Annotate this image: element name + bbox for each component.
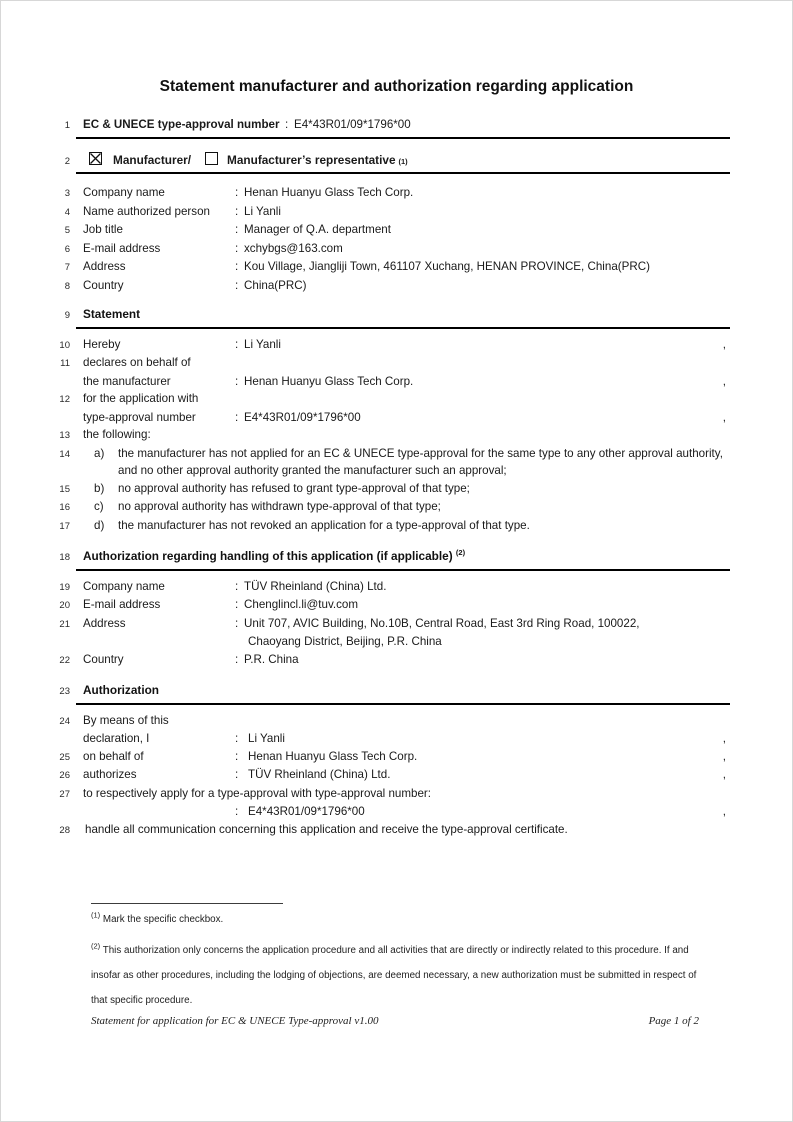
line-number: 28 bbox=[59, 824, 70, 836]
footnote-1-text: Mark the specific checkbox. bbox=[102, 914, 224, 925]
line-number: 22 bbox=[59, 654, 70, 666]
authorization-label: By means of this bbox=[83, 713, 169, 727]
statement-value: Henan Huanyu Glass Tech Corp. bbox=[244, 374, 414, 388]
field-row-country bbox=[1, 651, 792, 670]
authorization-line bbox=[1, 785, 792, 804]
section-divider bbox=[76, 703, 730, 705]
line-number: 20 bbox=[59, 600, 70, 611]
statement-header: Statement bbox=[83, 307, 141, 321]
trailing-comma: , bbox=[722, 337, 726, 351]
statement-items bbox=[1, 445, 792, 536]
statement-line bbox=[1, 336, 792, 355]
approval-number-row bbox=[1, 116, 792, 135]
field-row-address bbox=[1, 615, 792, 634]
authorization-value: Li Yanli bbox=[248, 732, 285, 745]
line-number: 27 bbox=[59, 788, 70, 800]
field-label: Company name bbox=[83, 579, 165, 593]
item-marker: c) bbox=[94, 500, 104, 513]
footnote-2 bbox=[91, 938, 704, 1013]
representative-option-label: Manufacturer’s representative bbox=[227, 152, 396, 167]
colon: : bbox=[235, 278, 239, 292]
line-number: 6 bbox=[64, 243, 70, 255]
authorization-label: authorizes bbox=[83, 768, 137, 781]
statement-label: declares on behalf of bbox=[83, 356, 191, 369]
item-marker: d) bbox=[94, 518, 105, 532]
authorization-header-row bbox=[1, 681, 792, 701]
statement-label: for the application with bbox=[83, 392, 199, 405]
field-row-company-name bbox=[1, 578, 792, 597]
line-number: 21 bbox=[59, 618, 70, 630]
field-value: Unit 707, AVIC Building, No.10B, Central Road, East 3rd Ring Road, 100022, bbox=[244, 616, 640, 630]
statement-item-b bbox=[1, 480, 792, 499]
field-value: P.R. China bbox=[244, 652, 299, 666]
line-number: 19 bbox=[59, 581, 70, 593]
authorization-value: E4*43R01/09*1796*00 bbox=[248, 805, 365, 818]
footnote-ref-2: (2) bbox=[455, 548, 466, 558]
footnote-1-ref: (1) bbox=[91, 910, 101, 920]
role-row: 2 Manufacturer/ Manufacturer’s representative (1) bbox=[1, 151, 792, 171]
field-label: Company name bbox=[83, 186, 165, 199]
field-row-email bbox=[1, 240, 792, 259]
field-label: E-mail address bbox=[83, 598, 161, 611]
field-row-address-line2 bbox=[1, 633, 792, 651]
manufacturer-option-label: Manufacturer/ bbox=[113, 152, 192, 167]
statement-declaration bbox=[1, 336, 792, 445]
line-number: 23 bbox=[59, 686, 70, 697]
authorization-handling-header-row bbox=[1, 547, 792, 567]
field-row-authorized-person bbox=[1, 203, 792, 222]
statement-label: type-approval number bbox=[83, 410, 196, 424]
field-value: Manager of Q.A. department bbox=[244, 223, 391, 236]
statement-item-d bbox=[1, 517, 792, 536]
line-number: 25 bbox=[59, 751, 70, 763]
line-number: 8 bbox=[64, 280, 70, 292]
authorization-value: TÜV Rheinland (China) Ltd. bbox=[248, 768, 391, 781]
manufacturer-checkbox-checked-icon[interactable] bbox=[89, 152, 102, 165]
colon: : bbox=[235, 204, 239, 218]
authorization-line bbox=[1, 712, 792, 731]
field-value: xchybgs@163.com bbox=[244, 241, 343, 255]
statement-label: the manufacturer bbox=[83, 374, 171, 388]
section-divider bbox=[76, 137, 730, 139]
footnotes-block bbox=[91, 903, 704, 1013]
field-label: Name authorized person bbox=[83, 204, 210, 218]
line-number: 12 bbox=[59, 394, 70, 405]
line-number: 5 bbox=[64, 225, 70, 236]
authorization-handling-header bbox=[83, 547, 465, 565]
colon: : bbox=[235, 749, 239, 763]
footnote-separator bbox=[91, 903, 283, 904]
line-number: 2 bbox=[64, 155, 70, 167]
authorization-line bbox=[1, 766, 792, 785]
manufacturer-fields bbox=[1, 184, 792, 295]
authorization-line bbox=[1, 803, 792, 821]
footnote-2-text: This authorization only concerns the application procedure and all activities that are directly or indirectly related to this procedure. If and insofar as other procedures, including the lodging of objections, are deemed necessary, a new authorization must be submitted in respect of that specific procedure. bbox=[91, 945, 697, 1006]
approval-number-value: E4*43R01/09*1796*00 bbox=[294, 118, 411, 131]
colon: : bbox=[235, 579, 239, 593]
page-footer bbox=[91, 1015, 699, 1027]
approval-number-label: EC & UNECE type-approval number bbox=[83, 118, 280, 131]
field-label: Country bbox=[83, 278, 124, 292]
field-value: Li Yanli bbox=[244, 204, 281, 218]
authorization-text: handle all communication concerning this application and receive the type-approval certificate. bbox=[85, 822, 568, 836]
line-number: 18 bbox=[59, 552, 70, 563]
colon: : bbox=[235, 260, 239, 273]
footer-page-number: Page 1 of 2 bbox=[648, 1015, 699, 1027]
line-number: 1 bbox=[64, 120, 70, 131]
colon: : bbox=[235, 410, 239, 424]
line-number: 4 bbox=[64, 206, 70, 218]
authorization-label: on behalf of bbox=[83, 749, 144, 763]
authorization-line bbox=[1, 821, 792, 840]
statement-label: Hereby bbox=[83, 337, 121, 351]
field-label: Job title bbox=[83, 223, 123, 236]
field-value: TÜV Rheinland (China) Ltd. bbox=[244, 579, 387, 593]
header-text: Authorization regarding handling of this application (if applicable) bbox=[83, 549, 453, 563]
trailing-comma: , bbox=[722, 749, 726, 763]
field-label: Address bbox=[83, 260, 126, 273]
authorization-header: Authorization bbox=[83, 683, 160, 697]
colon: : bbox=[235, 652, 239, 666]
line-number: 7 bbox=[64, 262, 70, 273]
authorization-line bbox=[1, 748, 792, 767]
statement-line bbox=[1, 390, 792, 409]
authorization-text: to respectively apply for a type-approval with type-approval number: bbox=[83, 786, 431, 800]
line-number: 17 bbox=[59, 520, 70, 532]
footer-document-version: Statement for application for EC & UNECE Type-approval v1.00 bbox=[91, 1015, 379, 1027]
authorization-label: declaration, I bbox=[83, 732, 150, 745]
line-number: 15 bbox=[59, 483, 70, 495]
item-marker: b) bbox=[94, 481, 105, 495]
field-value: Chenglincl.li@tuv.com bbox=[244, 598, 359, 611]
colon: : bbox=[235, 732, 239, 745]
trailing-comma: , bbox=[722, 768, 726, 781]
statement-line bbox=[1, 354, 792, 373]
statement-value: E4*43R01/09*1796*00 bbox=[244, 410, 361, 424]
statement-line bbox=[1, 373, 792, 391]
footnote-2-ref: (2) bbox=[91, 941, 101, 951]
line-number: 13 bbox=[59, 430, 70, 441]
field-value: China(PRC) bbox=[244, 278, 307, 292]
field-value: Henan Huanyu Glass Tech Corp. bbox=[244, 186, 414, 199]
field-row-country bbox=[1, 277, 792, 296]
field-value: Chaoyang District, Beijing, P.R. China bbox=[248, 635, 442, 648]
line-number: 11 bbox=[60, 358, 70, 369]
line-number: 26 bbox=[59, 770, 70, 781]
field-row-job-title bbox=[1, 221, 792, 240]
item-text: no approval authority has refused to grant type-approval of that type; bbox=[118, 481, 470, 495]
section-divider bbox=[76, 569, 730, 571]
section-divider bbox=[76, 172, 730, 174]
colon: : bbox=[235, 598, 239, 611]
item-marker: a) bbox=[94, 446, 105, 460]
statement-line bbox=[1, 426, 792, 445]
authorization-value: Henan Huanyu Glass Tech Corp. bbox=[248, 749, 418, 763]
statement-item-a bbox=[1, 445, 792, 480]
trailing-comma: , bbox=[722, 374, 726, 388]
line-number: 14 bbox=[59, 448, 70, 460]
line-number: 16 bbox=[59, 502, 70, 513]
trailing-comma: , bbox=[722, 732, 726, 745]
line-number: 9 bbox=[64, 310, 70, 321]
line-number: 3 bbox=[64, 188, 70, 199]
field-row-email bbox=[1, 596, 792, 615]
colon: : bbox=[235, 374, 239, 388]
field-label: Address bbox=[83, 616, 126, 630]
field-row-company-name bbox=[1, 184, 792, 203]
line-number: 24 bbox=[59, 715, 70, 727]
representative-checkbox-empty-icon[interactable] bbox=[205, 152, 218, 165]
handling-fields bbox=[1, 578, 792, 670]
trailing-comma: , bbox=[722, 805, 726, 818]
colon: : bbox=[235, 616, 239, 630]
statement-header-row bbox=[1, 305, 792, 325]
colon: : bbox=[235, 223, 239, 236]
statement-value: Li Yanli bbox=[244, 337, 281, 351]
footnote-1 bbox=[91, 910, 704, 927]
field-row-address bbox=[1, 258, 792, 277]
statement-item-c bbox=[1, 498, 792, 517]
authorization-line bbox=[1, 730, 792, 748]
field-label: Country bbox=[83, 652, 124, 666]
line-number: 10 bbox=[59, 339, 70, 351]
authorization-declaration bbox=[1, 712, 792, 840]
section-divider bbox=[76, 327, 730, 329]
page-title: Statement manufacturer and authorization regarding application bbox=[159, 78, 634, 95]
statement-label: the following: bbox=[83, 428, 151, 441]
item-text: the manufacturer has not applied for an EC & UNECE type-approval for the same type to any other approval authority, and no other approval authority granted the manufacturer such an approval; bbox=[118, 446, 723, 477]
colon: : bbox=[235, 241, 239, 255]
field-label: E-mail address bbox=[83, 241, 161, 255]
colon: : bbox=[235, 768, 239, 781]
item-text: no approval authority has withdrawn type-approval of that type; bbox=[118, 500, 441, 513]
statement-line bbox=[1, 409, 792, 427]
item-text: the manufacturer has not revoked an application for a type-approval of that type. bbox=[118, 518, 530, 532]
colon: : bbox=[285, 118, 289, 131]
trailing-comma: , bbox=[722, 410, 726, 424]
colon: : bbox=[235, 805, 239, 818]
colon: : bbox=[235, 186, 239, 199]
colon: : bbox=[235, 337, 239, 351]
field-value: Kou Village, Jiangliji Town, 461107 Xuchang, HENAN PROVINCE, China(PRC) bbox=[244, 260, 650, 273]
